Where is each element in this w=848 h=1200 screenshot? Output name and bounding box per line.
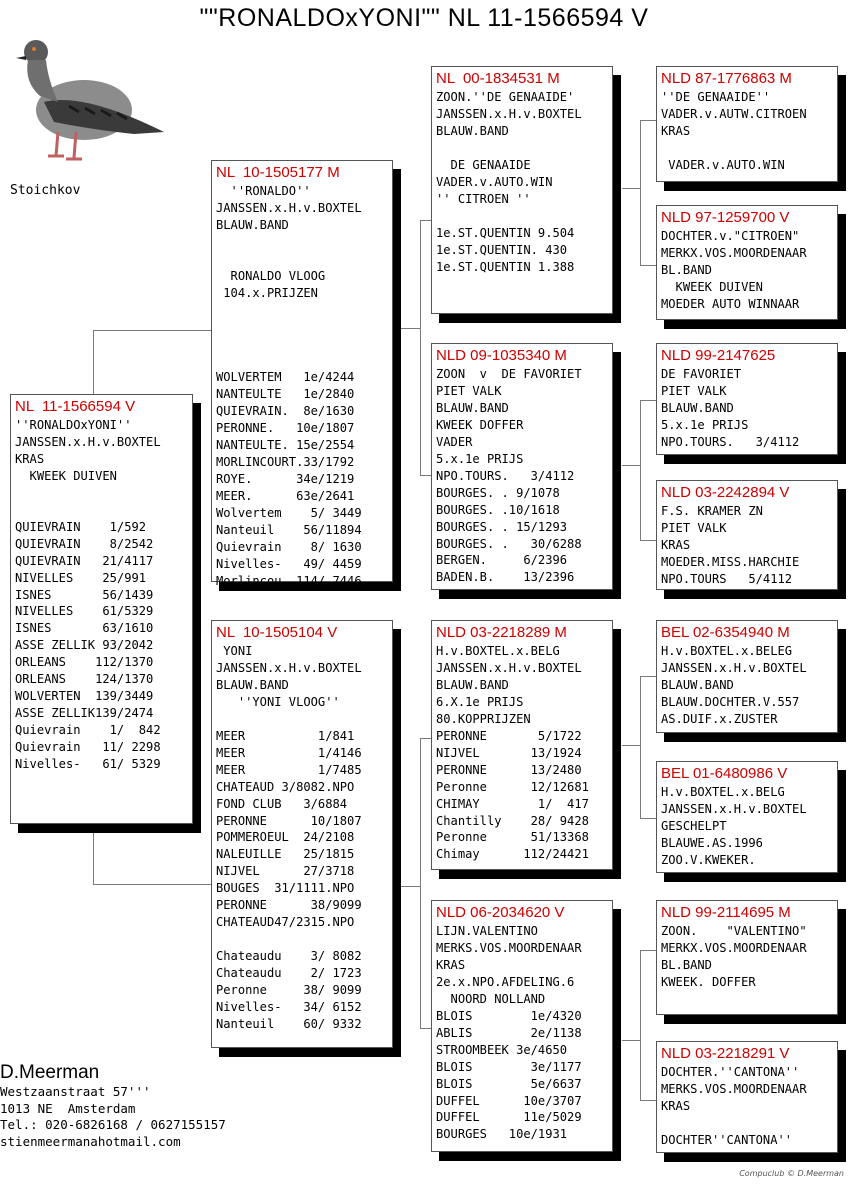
card-details: LIJN.VALENTINO MERKS.VOS.MOORDENAAR KRAS 2e.x.NPO.AFDELING.6 NOORD NOLLAND BLOIS 1e/4320 ABLIS 2e/1138 STROOMBEEK 3e/4650 BLOIS 3e/1177 BLOIS 5e/6637 DUFFEL 10e/3707 DUFFEL 11e/5029 BOURGES 10e/1931 (436, 924, 582, 1142)
connector-line (640, 818, 656, 819)
ring-number: BEL 02-6354940 M (661, 624, 790, 641)
connector-line (640, 400, 641, 540)
connector-line (640, 265, 656, 266)
connector-line (400, 328, 420, 329)
ring-number: NL 00-1834531 M (436, 70, 560, 87)
ring-number: NLD 09-1035340 M (436, 347, 567, 364)
connector-line (93, 884, 211, 885)
ring-number: NLD 99-2114695 M (661, 904, 791, 921)
card-details: ''RONALDOxYONI'' JANSSEN.x.H.v.BOXTEL KRAS KWEEK DUIVEN QUIEVRAIN 1/592 QUIEVRAIN 8/2542 QUIEVRAIN 21/4117 NIVELLES 25/991 ISNES 56/1439 NIVELLES 61/5329 ISNES 63/1610 ASSE ZELLIK 93/2042 ORLEANS 112/1370 ORLEANS 124/1370 WOLVERTEN 139/3449 ASSE ZELLIK139/2474 Quievrain 1/ 842 Quievrain 11/ 2298 Nivelles- 61/ 5329 (15, 418, 161, 772)
card-details: DOCHTER.v."CITROEN" MERKX.VOS.MOORDENAAR BL.BAND KWEEK DUIVEN MOEDER AUTO WINNAAR (661, 229, 807, 311)
pigeon-photo (14, 22, 174, 170)
pedigree-card-ff (431, 66, 613, 314)
ring-number: NLD 97-1259700 V (661, 209, 790, 226)
card-details: ''DE GENAAIDE'' VADER.v.AUTW.CITROEN KRAS VADER.v.AUTO.WIN (661, 90, 807, 172)
card-details: ZOON.''DE GENAAIDE' JANSSEN.x.H.v.BOXTEL BLAUW.BAND DE GENAAIDE VADER.v.AUTO.WIN '' CITROEN '' 1e.ST.QUENTIN 9.504 1e.ST.QUENTIN. 430 1e.ST.QUENTIN 1.388 (436, 90, 582, 274)
connector-line (640, 676, 656, 677)
pedigree-card-fmf (656, 343, 838, 455)
ring-number: NL 11-1566594 V (15, 398, 136, 415)
connector-line (640, 1100, 656, 1101)
ring-number: NLD 99-2147625 (661, 347, 776, 364)
connector-line (420, 220, 421, 475)
bird-caption: Stoichkov (10, 183, 81, 198)
pedigree-card-mm (431, 900, 613, 1152)
card-details: F.S. KRAMER ZN PIET VALK KRAS MOEDER.MISS.HARCHIE NPO.TOURS 5/4112 (661, 504, 800, 586)
card-details: ''RONALDO'' JANSSEN.x.H.v.BOXTEL BLAUW.BAND RONALDO VLOOG 104.x.PRIJZEN WOLVERTEM 1e/4244 NANTEULTE 1e/2840 QUIEVRAIN. 8e/1630 PERONNE. 10e/1807 NANTEULTE. 15e/2554 MORLINCOURT.33/1792 ROYE. 34e/1219 MEER. 63e/2641 Wolvertem 5/ 3449 Nanteuil 56/11894 Quievrain 8/ 1630 Nivelles- 49/ 4459 Morlincou 114/ 7446 (216, 184, 362, 588)
ring-number: NLD 06-2034620 V (436, 904, 565, 921)
connector-line (622, 188, 640, 189)
connector-line (640, 540, 656, 541)
card-details: ZOON v DE FAVORIET PIET VALK BLAUW.BAND KWEEK DOFFER VADER 5.x.1e PRIJS NPO.TOURS. 3/4112 BOURGES. . 9/1078 BOURGES. .10/1618 BOURGES. . 15/1293 BOURGES. . 30/6288 BERGEN. 6/2396 BADEN.B. 13/2396 (436, 367, 582, 585)
connector-line (93, 330, 211, 331)
card-details: DOCHTER.''CANTONA'' MERKS.VOS.MOORDENAAR KRAS DOCHTER''CANTONA'' (661, 1065, 807, 1147)
connector-line (640, 120, 641, 265)
pedigree-card-mf (431, 620, 613, 870)
owner-address: Westzaanstraat 57''' (0, 1084, 151, 1099)
connector-line (640, 950, 641, 1100)
pedigree-card-mmm (656, 1041, 838, 1153)
connector-line (622, 1040, 640, 1041)
card-details: H.v.BOXTEL.x.BELG JANSSEN.x.H.v.BOXTEL BLAUW.BAND 6.X.1e PRIJS 80.KOPPRIJZEN PERONNE 5/1722 NIJVEL 13/1924 PERONNE 13/2480 Peronne 12/12681 CHIMAY 1/ 417 Chantilly 28/ 9428 Peronne 51/13368 Chimay 112/24421 (436, 644, 589, 862)
ring-number: NL 10-1505177 M (216, 164, 340, 181)
ring-number: NLD 03-2218289 M (436, 624, 567, 641)
ring-number: BEL 01-6480986 V (661, 765, 788, 782)
pedigree-card-main (10, 394, 193, 824)
connector-line (640, 950, 656, 951)
pedigree-card-mmf (656, 900, 838, 1015)
pedigree-card-father (211, 160, 393, 588)
connector-line (420, 738, 421, 1028)
footer-credit: Compuclub © D.Meerman (739, 1169, 844, 1178)
connector-line (622, 465, 640, 466)
pedigree-card-fmm (656, 480, 838, 590)
owner-name: D.Meerman (0, 1062, 100, 1083)
ring-number: NLD 03-2218291 V (661, 1045, 790, 1062)
owner-phone: Tel.: 020-6826168 / 0627155157 (0, 1117, 226, 1132)
connector-line (93, 818, 94, 884)
connector-line (640, 400, 656, 401)
connector-line (640, 676, 641, 818)
card-details: H.v.BOXTEL.x.BELG JANSSEN.x.H.v.BOXTEL GESCHELPT BLAUWE.AS.1996 ZOO.V.KWEKER. (661, 785, 807, 867)
pedigree-card-mff (656, 620, 838, 733)
connector-line (622, 745, 640, 746)
owner-email: stienmeermanahotmail.com (0, 1133, 181, 1149)
connector-line (640, 120, 656, 121)
pedigree-card-fm (431, 343, 613, 590)
card-details: DE FAVORIET PIET VALK BLAUW.BAND 5.x.1e PRIJS NPO.TOURS. 3/4112 (661, 367, 800, 449)
card-details: ZOON. "VALENTINO" MERKX.VOS.MOORDENAAR BL.BAND KWEEK. DOFFER (661, 924, 807, 989)
ring-number: NLD 87-1776863 M (661, 70, 792, 87)
card-details: H.v.BOXTEL.x.BELEG JANSSEN.x.H.v.BOXTEL BLAUW.BAND BLAUW.DOCHTER.V.557 AS.DUIF.x.ZUSTER (661, 644, 807, 726)
connector-line (400, 886, 420, 887)
card-details: YONI JANSSEN.x.H.v.BOXTEL BLAUW.BAND ''YONI VLOOG'' MEER 1/841 MEER 1/4146 MEER 1/7485 CHATEAUD 3/8082.NPO FOND CLUB 3/6884 PERONNE 10/1807 POMMEROEUL 24/2108 NALEUILLE 25/1815 NIJVEL 27/3718 BOUGES 31/1111.NPO PERONNE 38/9099 CHATEAUD47/2315.NPO Chateaudu 3/ 8082 Chateaudu 2/ 1723 Peronne 38/ 9099 Nivelles- 34/ 6152 Nanteuil 60/ 9332 (216, 644, 362, 1031)
pedigree-card-mother (211, 620, 393, 1048)
ring-number: NLD 03-2242894 V (661, 484, 790, 501)
ring-number: NL 10-1505104 V (216, 624, 338, 641)
pedigree-card-fff (656, 66, 838, 182)
page-title: ""RONALDOxYONI"" NL 11-1566594 V (199, 4, 649, 32)
pedigree-card-ffm (656, 205, 838, 320)
pedigree-card-mfm (656, 761, 838, 873)
owner-block (0, 1062, 226, 1150)
owner-city: 1013 NE Amsterdam (0, 1100, 136, 1116)
connector-line (93, 330, 94, 395)
